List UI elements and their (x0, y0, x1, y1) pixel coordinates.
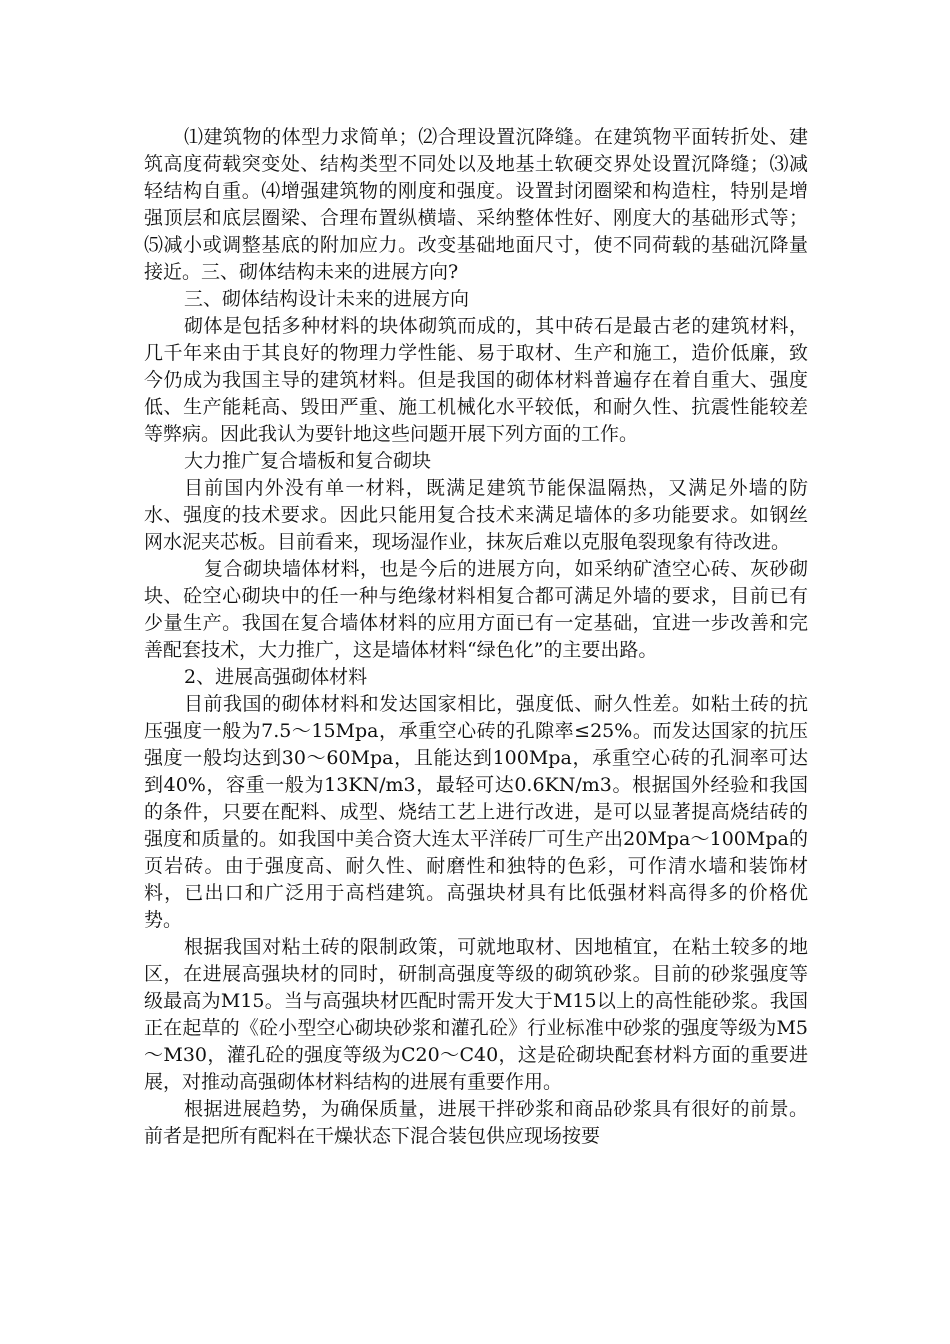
paragraph-composite-technology: 目前国内外没有单一材料，既满足建筑节能保温隔热，又满足外墙的防水、强度的技术要求。因此只能用复合技术来满足墙体的多功能要求。如钢丝网水泥夹芯板。目前看来，现场湿作业，抹灰后难以克服龟裂现象有待改进。 (144, 477, 808, 553)
paragraph-settlement-measures: ⑴建筑物的体型力求简单；⑵合理设置沉降缝。在建筑物平面转折处、建筑高度荷载突变处、结构类型不同处以及地基土软硬交界处设置沉降缝；⑶减轻结构自重。⑷增强建筑物的刚度和强度。设置封闭圈梁和构造柱，特别是增强顶层和底层圈梁、合理布置纵横墙、采纳整体性好、刚度大的基础形式等；⑸减小或调整基底的附加应力。改变基础地面尺寸，使不同荷载的基础沉降量接近。三、砌体结构未来的进展方向? (144, 126, 808, 283)
paragraph-dry-mix-mortar: 根据进展趋势，为确保质量，进展干拌砂浆和商品砂浆具有很好的前景。前者是把所有配料在干燥状态下混合装包供应现场按要 (144, 1098, 808, 1147)
paragraph-composite-blocks: 复合砌块墙体材料，也是今后的进展方向，如采纳矿渣空心砖、灰砂砌块、砼空心砌块中的任一种与绝缘材料相复合都可满足外墙的要求，目前已有少量生产。我国在复合墙体材料的应用方面已有一定基础，宜进一步改善和完善配套技术，大力推广，这是墙体材料“绿色化”的主要出路。 (144, 558, 808, 661)
document-page (144, 124, 808, 1150)
subheading-composite-panels: 大力推广复合墙板和复合砌块 (184, 450, 432, 472)
paragraph-strength-comparison: 目前我国的砌体材料和发达国家相比，强度低、耐久性差。如粘土砖的抗压强度一般为7.5～15Mpa，承重空心砖的孔隙率≤25%。而发达国家的抗压强度一般均达到30～60Mpa，且能达到100Mpa，承重空心砖的孔洞率可达到40%，容重一般为13KN/m3，最轻可达0.6KN/m3。根据国外经验和我国的条件，只要在配料、成型、烧结工艺上进行改进，是可以显著提高烧结砖的强度和质量的。如我国中美合资大连太平洋砖厂可生产出20Mpa～100Mpa的页岩砖。由于强度高、耐久性、耐磨性和独特的色彩，可作清水墙和装饰材料，已出口和广泛用于高档建筑。高强块材具有比低强材料高得多的价格优势。 (144, 693, 808, 931)
subheading-high-strength-materials: 2、进展高强砌体材料 (184, 666, 368, 688)
paragraph-mortar-development: 根据我国对粘土砖的限制政策，可就地取材、因地植宜，在粘土较多的地区，在进展高强块材的同时，研制高强度等级的砌筑砂浆。目前的砂浆强度等级最高为M15。当与高强块材匹配时需开发大于M15以上的高性能砂浆。我国正在起草的《砼小型空心砌块砂浆和灌孔砼》行业标准中砂浆的强度等级为M5～M30，灌孔砼的强度等级为C20～C40，这是砼砌块配套材料方面的重要进展，对推动高强砌体材料结构的进展有重要作用。 (144, 936, 808, 1093)
section-heading-future-direction: 三、砌体结构设计未来的进展方向 (184, 288, 470, 310)
paragraph-masonry-overview: 砌体是包括多种材料的块体砌筑而成的，其中砖石是最古老的建筑材料，几千年来由于其良好的物理力学性能、易于取材、生产和施工，造价低廉，致今仍成为我国主导的建筑材料。但是我国的砌体材料普遍存在着自重大、强度低、生产能耗高、毁田严重、施工机械化水平较低，和耐久性、抗震性能较差等弊病。因此我认为要针地这些问题开展下列方面的工作。 (144, 315, 808, 445)
